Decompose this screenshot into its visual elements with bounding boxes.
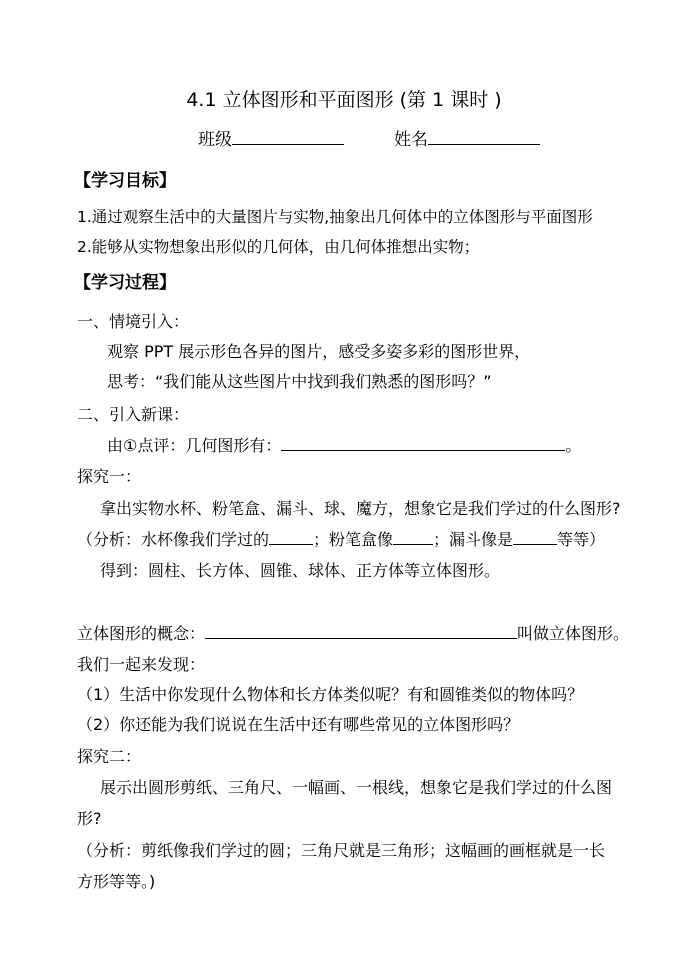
cup-blank[interactable] — [269, 528, 313, 545]
goal-2: 2.能够从实物想象出形似的几何体，由几何体推想出实物； — [77, 238, 480, 256]
concept-suffix: 叫做立体图形。 — [517, 624, 630, 643]
explore1-heading: 探究一： — [77, 467, 142, 486]
part2-line1 — [107, 434, 581, 457]
discover-q1: （1）生活中你发现什么物体和长方体类似呢？有和圆锥类似的物体吗？ — [77, 685, 584, 704]
goals-heading: 【学习目标】 — [74, 171, 176, 191]
concept-line — [77, 622, 629, 645]
part1-line1: 观察 PPT 展示形色各异的图片，感受多姿多彩的图形世界， — [107, 342, 531, 361]
class-blank[interactable] — [232, 128, 344, 145]
class-field — [198, 128, 344, 151]
explore2-line2: 形? — [77, 809, 102, 828]
explore1-result: 得到：圆柱、长方体、圆锥、球体、正方体等立体图形。 — [100, 561, 501, 580]
analysis-part-c: ；漏斗像是 — [433, 530, 514, 549]
name-field — [394, 128, 540, 151]
chalk-box-blank[interactable] — [393, 528, 433, 545]
discover-heading: 我们一起来发现： — [77, 655, 206, 674]
discover-q2: （2）你还能为我们说说在生活中还有哪些常见的立体图形吗？ — [77, 715, 520, 734]
analysis-part-b: ；粉笔盒像 — [313, 530, 394, 549]
concept-blank[interactable] — [205, 622, 517, 639]
part1-line2: 思考：“我们能从这些图片中找到我们熟悉的图形吗？” — [107, 372, 492, 391]
analysis-part-a: （分析：水杯像我们学过的 — [77, 530, 270, 549]
concept-prefix: 立体图形的概念： — [77, 624, 206, 643]
analysis-part-d: 等等） — [557, 530, 606, 549]
geometry-shapes-blank[interactable] — [281, 434, 565, 451]
part2-heading: 二、引入新课： — [77, 405, 190, 424]
explore2-line4: 方形等等。) — [77, 872, 156, 891]
part1-heading: 一、情境引入： — [77, 312, 190, 331]
name-label: 姓名 — [394, 130, 428, 150]
explore2-line3: （分析：剪纸像我们学过的圆；三角尺就是三角形；这幅画的画框就是一长 — [77, 841, 606, 860]
name-blank[interactable] — [428, 128, 540, 145]
part2-line1-prefix: 由①点评：几何图形有： — [107, 436, 282, 455]
class-label: 班级 — [198, 130, 232, 150]
funnel-blank[interactable] — [513, 528, 557, 545]
explore1-analysis — [77, 528, 605, 551]
process-heading: 【学习过程】 — [74, 273, 176, 293]
goal-1: 1.通过观察生活中的大量图片与实物,抽象出几何体中的立体图形与平面图形 — [77, 208, 593, 226]
part2-line1-suffix: 。 — [565, 436, 582, 455]
explore2-heading: 探究二： — [77, 747, 142, 766]
page-title: 4.1 立体图形和平面图形 (第 1 课时 ) — [186, 89, 502, 111]
explore1-question: 拿出实物水杯、粉笔盒、漏斗、球、魔方，想象它是我们学过的什么图形? — [100, 499, 621, 518]
explore2-line1: 展示出圆形剪纸、三角尺、一幅画、一根线，想象它是我们学过的什么图 — [100, 778, 613, 797]
